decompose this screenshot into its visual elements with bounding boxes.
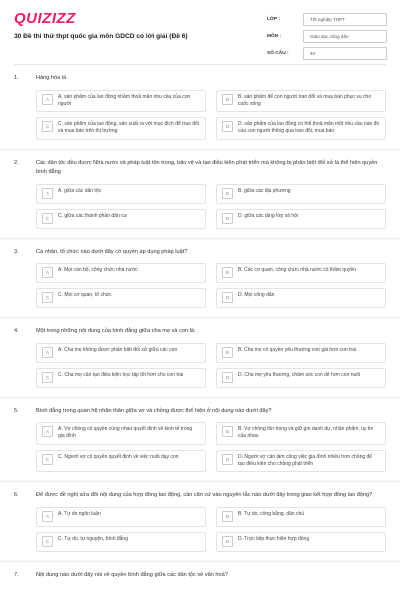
answer-grid [36,422,386,472]
question-text: Các dân tộc đều được Nhà nước và pháp luật tôn trọng, bảo vệ và tạo điều kiện phát triển mà không bị phân biệt đối xử là thể hiện quyền bình đẳng [36,159,378,175]
question-number: 7. [14,571,19,578]
question-block [14,74,386,140]
answer-option[interactable] [36,288,206,308]
answer-option[interactable] [36,117,206,140]
answer-option[interactable] [36,532,206,552]
answer-option[interactable] [216,343,386,363]
quizizz-logo: QUIZIZZ [14,10,76,27]
answer-text: D. sản phẩm của lao động có thể thoả mãn một nhu cầu nào đó của con người thông qua trao đổi, mua bán [238,121,380,135]
answer-text: A. Cha mẹ không được phân biệt đối xử giữa các con [58,346,178,353]
question-block [14,571,386,581]
answer-option[interactable] [216,368,386,388]
answer-option[interactable] [216,117,386,140]
answer-grid [36,184,386,229]
question-divider [0,397,400,398]
question-header [14,491,386,501]
meta-row-subject [267,29,387,43]
answer-text: D. Trực tiếp thực hiện hợp đồng [238,535,310,542]
answer-letter-box: A [42,511,53,522]
question-number: 2. [14,159,19,166]
question-text: Bình đẳng trong quan hệ nhân thân giữa vợ và chồng được thể hiện ở nội dung nào dưới đây? [36,407,272,414]
answer-option[interactable] [36,209,206,229]
question-block [14,491,386,552]
question-header [14,159,386,178]
answer-text: C. Cha mẹ cần tạo điều kiện học tập tốt hơn cho con trai [58,371,184,378]
answer-text: B. Tự do, công bằng, dân chủ [238,510,305,517]
question-text: Nội dung nào dưới đây nói về quyền bình đẳng giữa các dân tộc về văn hoá? [36,571,228,578]
answer-grid [36,343,386,388]
answer-letter-box: C [42,213,53,224]
question-block [14,159,386,229]
answer-option[interactable] [36,184,206,204]
answer-option[interactable] [36,450,206,473]
answer-letter-box: C [42,372,53,383]
answer-grid [36,507,386,552]
answer-letter-box: D [222,213,233,224]
answer-letter-box: C [42,292,53,303]
question-divider [0,561,400,562]
answer-letter-box: D [222,292,233,303]
answer-option[interactable] [36,368,206,388]
answer-letter-box: B [222,267,233,278]
answer-letter-box: B [222,426,233,437]
answer-text: C. Người vợ có quyền quyết định về việc nuôi dạy con [58,453,179,460]
answer-text: D. giữa các tầng lớp xã hội [238,212,298,219]
answer-text: B. giữa các địa phương [238,187,291,194]
answer-option[interactable] [216,263,386,283]
answer-letter-box: A [42,94,53,105]
header-divider [14,64,386,65]
meta-panel [267,12,387,63]
answer-letter-box: B [222,188,233,199]
answer-letter-box: A [42,347,53,358]
question-block [14,407,386,473]
meta-row-count [267,46,387,60]
answer-option[interactable] [36,263,206,283]
question-block [14,248,386,309]
answer-grid [36,263,386,308]
question-text: Cá nhân, tổ chức nào dưới đây có quyền áp dụng pháp luật? [36,248,188,255]
question-divider [0,317,400,318]
answer-letter-box: C [42,121,53,132]
answer-option[interactable] [216,90,386,113]
question-header [14,407,386,417]
meta-value: Giáo dục công dân [303,30,387,43]
meta-value: 40 [303,47,387,60]
answer-text: A. giữa các dân tộc [58,187,102,194]
answer-letter-box: D [222,454,233,465]
question-number: 6. [14,492,19,498]
question-header [14,571,386,581]
answer-option[interactable] [216,422,386,445]
answer-text: C. Mọi cơ quan, tổ chức [58,292,112,298]
page-title: 30 Đề thi thử thpt quốc gia môn GDCD có lời giải (Đề 6) [14,33,188,40]
answer-option[interactable] [36,90,206,113]
meta-label: LỚP : [267,16,281,22]
meta-label: MÔN : [267,33,282,39]
answer-letter-box: B [222,94,233,105]
question-text: Một trong những nội dung của bình đẳng giữa cha mẹ và con là: [36,328,196,334]
answer-option[interactable] [36,507,206,527]
answer-text: A. Mọi cán bộ, công chức nhà nước [58,267,138,273]
meta-label: SỐ CÂU : [267,50,289,56]
answer-letter-box: A [42,426,53,437]
answer-text: C. Tự do, tự nguyện, bình đẳng [58,535,128,542]
answer-option[interactable] [36,422,206,445]
question-header [14,74,386,84]
answer-text: B. Các cơ quan, công chức nhà nước có thẩm quyền [238,267,357,273]
answer-letter-box: C [42,454,53,465]
answer-letter-box: D [222,121,233,132]
answer-text: A. Tự do ngôn luận [58,510,101,517]
answer-text: C. sản phẩm của lao động, sản xuất ra với mục đích để trao đổi và mua bán trên thị trường [58,121,199,135]
answer-option[interactable] [216,450,386,473]
answer-grid [36,90,386,140]
question-header [14,248,386,258]
question-number: 4. [14,328,19,334]
answer-option[interactable] [216,288,386,308]
answer-text: A. Vợ chồng có quyền cùng nhau quyết định về kinh tế trong gia đình [58,426,193,440]
meta-row-class [267,12,387,26]
answer-text: B. Vợ chồng tôn trọng và giữ gìn danh dự, nhân phẩm, uy tín của nhau [238,426,374,440]
question-number: 3. [14,248,19,255]
answer-option[interactable] [216,209,386,229]
question-divider [0,238,400,239]
question-number: 5. [14,407,19,414]
question-block [14,327,386,388]
question-number: 1. [14,75,19,81]
answer-text: D. Người vợ cần làm công việc gia đình nhiều hơn chồng để tạo điều kiện cho chồng phát triển [238,453,373,467]
question-text: Để được đề nghị sửa đổi nội dung của hợp đồng lao động, cần căn cứ vào nguyên tắc nào dưới đây trong giao kết hợp đồng lao động? [36,492,373,498]
question-header [14,327,386,337]
meta-value: Tốt nghiệp THPT [303,13,387,26]
answer-option[interactable] [216,507,386,527]
answer-letter-box: A [42,267,53,278]
answer-option[interactable] [216,184,386,204]
answer-letter-box: B [222,347,233,358]
question-text: Hàng hóa là [36,75,67,81]
answer-text: B. Cha mẹ có quyền yêu thương con gái hơn con trai [238,346,357,353]
answer-text: B. sản phẩm để con người trao đổi và mua bán phục vụ cho cuộc sống [238,93,372,107]
answer-letter-box: A [42,188,53,199]
answer-text: A. sản phẩm của lao động nhằm thoả mãn nhu cầu của con người [58,93,191,107]
answer-letter-box: D [222,372,233,383]
answer-letter-box: C [42,536,53,547]
answer-option[interactable] [36,343,206,363]
question-divider [0,481,400,482]
question-list [0,74,400,580]
answer-text: C. giữa các thành phần dân cư [58,212,127,219]
answer-text: D. Cha mẹ yêu thương, chăm sóc con đẻ hơn con nuôi [238,371,361,378]
answer-text: D. Mọi công dân [238,292,275,298]
answer-option[interactable] [216,532,386,552]
answer-letter-box: D [222,536,233,547]
question-divider [0,149,400,150]
answer-letter-box: B [222,511,233,522]
